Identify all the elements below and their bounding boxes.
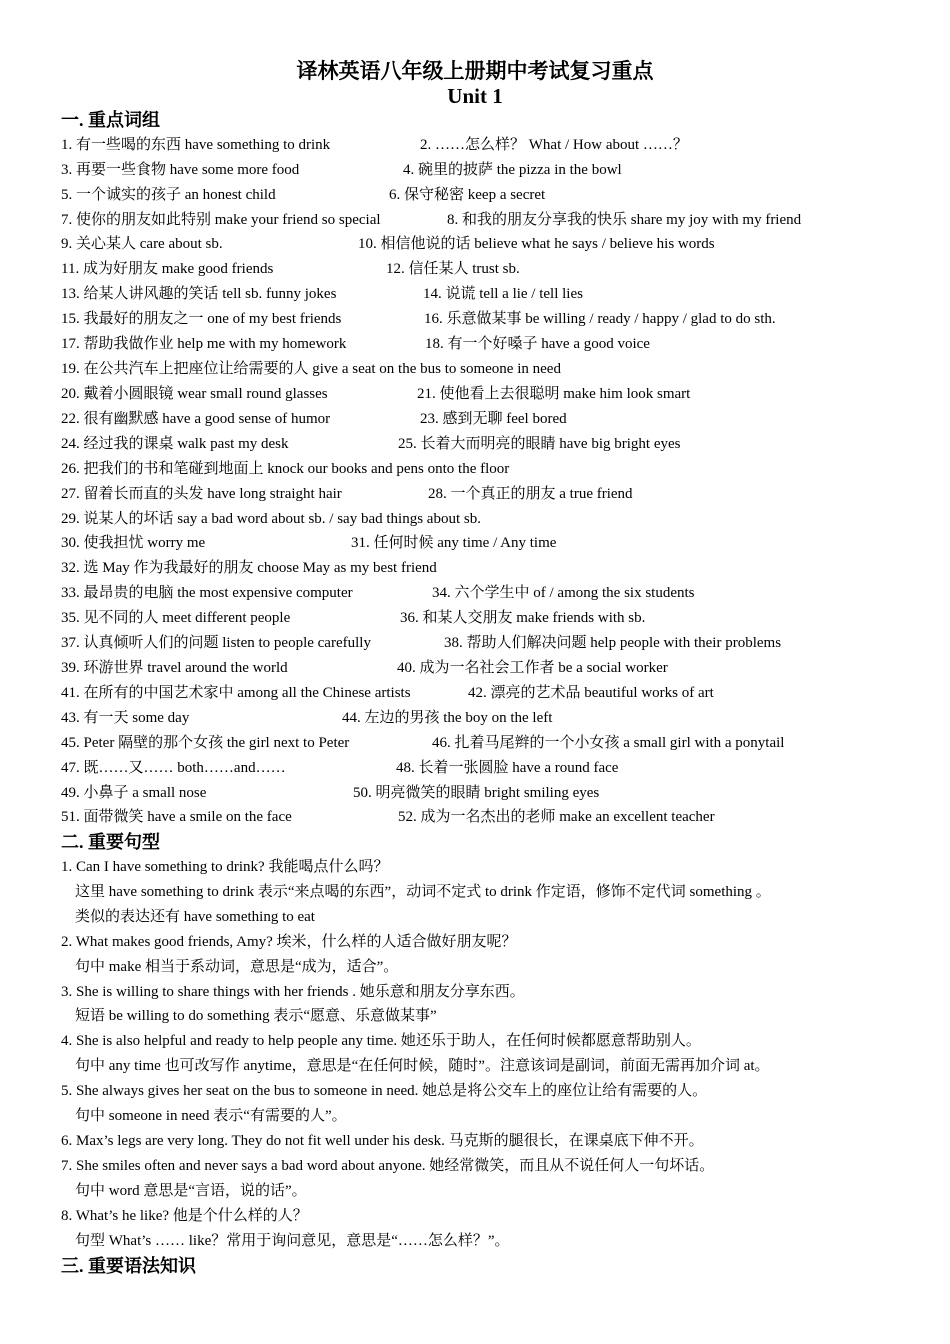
phrase-item: 15. 我最好的朋友之一 one of my best friends: [61, 311, 342, 327]
phrase-item: 5. 一个诚实的孩子 an honest child: [61, 187, 276, 203]
phrase-item: 29. 说某人的坏话 say a bad word about sb. / say bad things about sb.: [61, 511, 481, 527]
phrase-item: 21. 使他看上去很聪明 make him look smart: [417, 386, 691, 402]
phrase-item: 28. 一个真正的朋友 a true friend: [428, 486, 633, 502]
phrase-item: 36. 和某人交朋友 make friends with sb.: [400, 610, 646, 626]
section-heading-sentences: 二. 重要句型: [61, 832, 160, 852]
document-title: 译林英语八年级上册期中考试复习重点: [296, 59, 654, 83]
phrase-item: 9. 关心某人 care about sb.: [61, 236, 223, 252]
section-heading-grammar: 三. 重要语法知识: [61, 1256, 196, 1276]
phrase-item: 32. 选 May 作为我最好的朋友 choose May as my best friend: [61, 560, 437, 576]
phrase-item: 41. 在所有的中国艺术家中 among all the Chinese artists: [61, 685, 411, 701]
phrase-item: 18. 有一个好嗓子 have a good voice: [425, 336, 650, 352]
phrase-item: 44. 左边的男孩 the boy on the left: [342, 710, 553, 726]
phrase-item: 34. 六个学生中 of / among the six students: [432, 585, 695, 601]
phrase-item: 16. 乐意做某事 be willing / ready / happy / glad to do sth.: [424, 311, 776, 327]
phrase-item: 23. 感到无聊 feel bored: [420, 411, 567, 427]
phrase-item: 17. 帮助我做作业 help me with my homework: [61, 336, 347, 352]
sentence-item: 6. Max’s legs are very long. They do not fit well under his desk. 马克斯的腿很长，在课桌底下伸不开。: [61, 1133, 704, 1149]
sentence-note: 句中 someone in need 表示“有需要的人”。: [75, 1108, 347, 1124]
phrase-item: 42. 漂亮的艺术品 beautiful works of art: [468, 685, 714, 701]
phrase-item: 4. 碗里的披萨 the pizza in the bowl: [403, 162, 622, 178]
phrase-item: 38. 帮助人们解决问题 help people with their problems: [444, 635, 782, 651]
phrase-item: 12. 信任某人 trust sb.: [386, 261, 520, 277]
sentence-item: 1. Can I have something to drink? 我能喝点什么吗？: [61, 859, 389, 875]
sentence-item: 8. What’s he like? 他是个什么样的人？: [61, 1208, 308, 1224]
phrase-item: 7. 使你的朋友如此特别 make your friend so special: [61, 212, 381, 228]
phrase-item: 52. 成为一名杰出的老师 make an excellent teacher: [398, 809, 715, 825]
phrase-item: 1. 有一些喝的东西 have something to drink: [61, 137, 331, 153]
phrase-item: 46. 扎着马尾辫的一个小女孩 a small girl with a ponytail: [432, 735, 785, 751]
phrase-item: 25. 长着大而明亮的眼睛 have big bright eyes: [398, 436, 681, 452]
phrase-item: 13. 给某人讲风趣的笑话 tell sb. funny jokes: [61, 286, 337, 302]
phrase-item: 10. 相信他说的话 believe what he says / believe his words: [358, 236, 715, 252]
phrase-item: 45. Peter 隔壁的那个女孩 the girl next to Peter: [61, 735, 350, 751]
sentence-note: 句中 word 意思是“言语，说的话”。: [75, 1183, 307, 1199]
phrase-item: 51. 面带微笑 have a smile on the face: [61, 809, 292, 825]
sentence-note: 句型 What’s …… like？常用于询问意见，意思是“……怎么样？”。: [75, 1233, 510, 1249]
sentence-note: 短语 be willing to do something 表示“愿意、乐意做某事”: [75, 1008, 437, 1024]
phrase-item: 47. 既……又…… both……and……: [61, 760, 286, 776]
phrase-item: 22. 很有幽默感 have a good sense of humor: [61, 411, 331, 427]
phrase-item: 2. ……怎么样？ What / How about ……？: [420, 137, 688, 153]
phrase-item: 24. 经过我的课桌 walk past my desk: [61, 436, 289, 452]
phrase-item: 40. 成为一名社会工作者 be a social worker: [397, 660, 668, 676]
phrase-item: 26. 把我们的书和笔碰到地面上 knock our books and pens onto the floor: [61, 461, 510, 477]
phrase-item: 27. 留着长而直的头发 have long straight hair: [61, 486, 342, 502]
phrase-item: 14. 说谎 tell a lie / tell lies: [423, 286, 583, 302]
phrase-item: 19. 在公共汽车上把座位让给需要的人 give a seat on the bus to someone in need: [61, 361, 561, 377]
phrase-item: 50. 明亮微笑的眼睛 bright smiling eyes: [353, 785, 600, 801]
sentence-note: 句中 any time 也可改写作 anytime，意思是“在任何时候，随时”。注意该词是副词，前面无需再加介词 at。: [75, 1058, 770, 1074]
sentence-item: 5. She always gives her seat on the bus to someone in need. 她总是将公交车上的座位让给有需要的人。: [61, 1083, 708, 1099]
section-heading-phrases: 一. 重点词组: [61, 110, 160, 130]
sentence-item: 2. What makes good friends, Amy? 埃米，什么样的人适合做好朋友呢？: [61, 934, 517, 950]
phrase-item: 39. 环游世界 travel around the world: [61, 660, 288, 676]
sentence-item: 7. She smiles often and never says a bad word about anyone. 她经常微笑，而且从不说任何人一句坏话。: [61, 1158, 715, 1174]
phrase-item: 35. 见不同的人 meet different people: [61, 610, 291, 626]
sentence-note: 这里 have something to drink 表示“来点喝的东西”，动词不定式 to drink 作定语，修饰不定代词 something 。: [75, 884, 771, 900]
phrase-item: 30. 使我担忧 worry me: [61, 535, 206, 551]
phrase-item: 43. 有一天 some day: [61, 710, 190, 726]
sentence-item: 3. She is willing to share things with her friends . 她乐意和朋友分享东西。: [61, 984, 525, 1000]
sentence-item: 4. She is also helpful and ready to help people any time. 她还乐于助人，在任何时候都愿意帮助别人。: [61, 1033, 701, 1049]
phrase-item: 3. 再要一些食物 have some more food: [61, 162, 300, 178]
sentence-note: 类似的表达还有 have something to eat: [75, 909, 315, 925]
phrase-item: 8. 和我的朋友分享我的快乐 share my joy with my friend: [447, 212, 802, 228]
phrase-item: 11. 成为好朋友 make good friends: [61, 261, 274, 277]
phrase-item: 31. 任何时候 any time / Any time: [351, 535, 557, 551]
phrase-item: 37. 认真倾听人们的问题 listen to people carefully: [61, 635, 371, 651]
phrase-item: 20. 戴着小圆眼镜 wear small round glasses: [61, 386, 328, 402]
sentence-note: 句中 make 相当于系动词，意思是“成为，适合”。: [75, 959, 399, 975]
phrase-item: 33. 最昂贵的电脑 the most expensive computer: [61, 585, 353, 601]
unit-title: Unit 1: [447, 84, 503, 108]
phrase-item: 48. 长着一张圆脸 have a round face: [396, 760, 619, 776]
phrase-item: 49. 小鼻子 a small nose: [61, 785, 207, 801]
phrase-item: 6. 保守秘密 keep a secret: [389, 187, 546, 203]
